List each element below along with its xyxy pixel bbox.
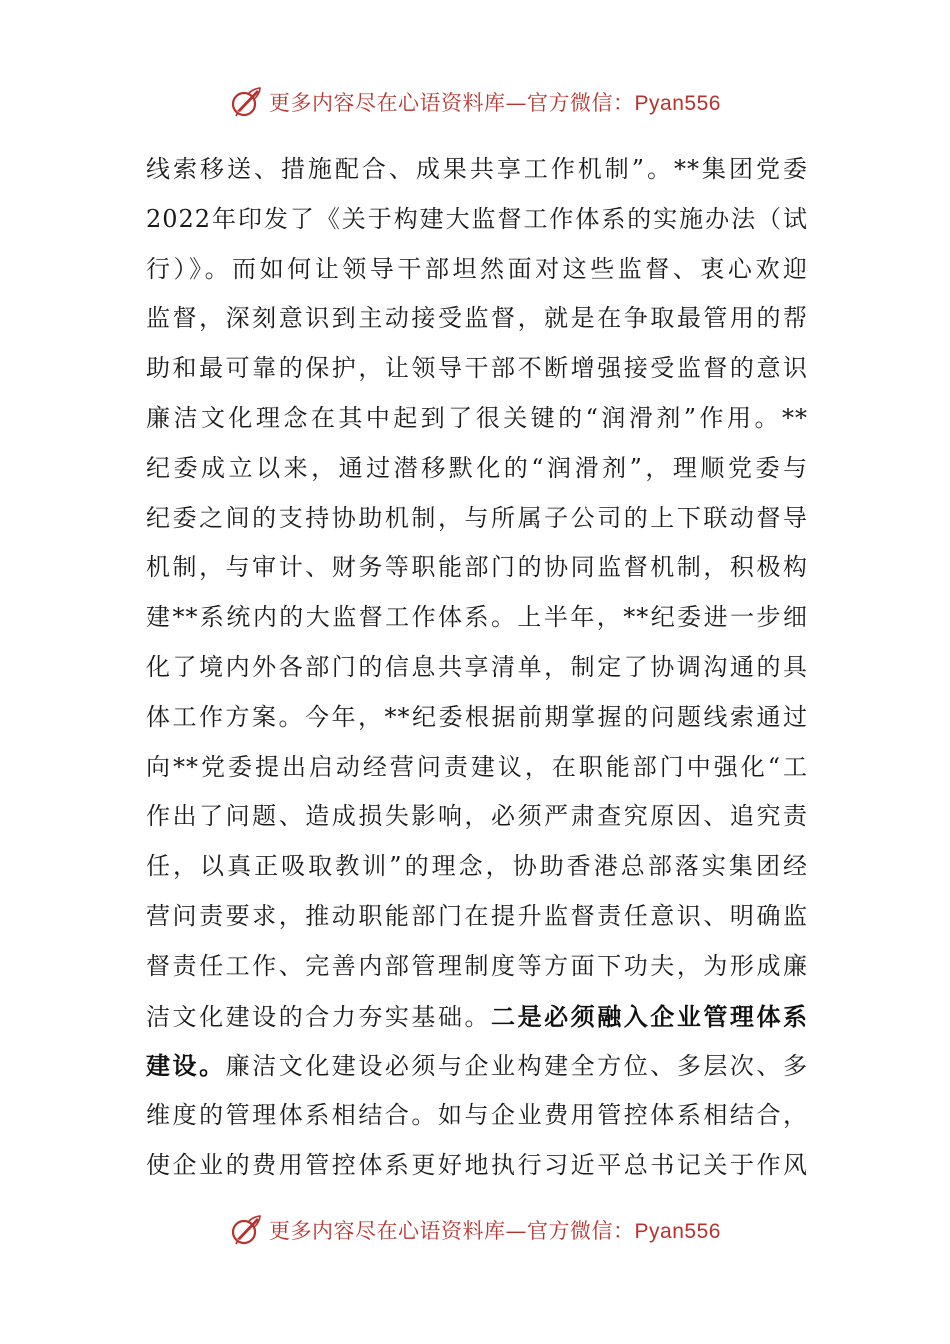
body-line: 作出了问题、造成损失影响，必须严肃查究原因、追究责 [146, 802, 808, 831]
body-line: 向**党委提出启动经营问责建议，在职能部门中强化“工 [146, 752, 808, 781]
footer-banner-text: 更多内容尽在心语资料库—官方微信：Pyan556 [269, 1219, 721, 1243]
body-line: 行）》。而如何让领导干部坦然面对这些监督、衷心欢迎 [146, 254, 808, 283]
body-line: 建**系统内的大监督工作体系。上半年，**纪委进一步细 [146, 603, 808, 632]
body-line: 线索移送、措施配合、成果共享工作机制”。**集团党委 [146, 155, 808, 183]
body-text-normal: 洁文化建设的合力夯实基础。 [146, 1002, 492, 1031]
body-line: 体工作方案。今年，**纪委根据前期掌握的问题线索通过 [146, 702, 808, 731]
document-body [146, 145, 808, 1191]
body-line: 维度的管理体系相结合。如与企业费用管控体系相结合， [146, 1101, 808, 1130]
quill-logo-icon [229, 1213, 263, 1247]
body-line: 机制，与审计、财务等职能部门的协同监督机制，积极构 [146, 553, 808, 582]
body-line: 使企业的费用管控体系更好地执行习近平总书记关于作风 [146, 1150, 808, 1179]
header-wechat-id: Pyan556 [634, 92, 721, 115]
body-line: 督责任工作、完善内部管理制度等方面下功夫，为形成廉 [146, 951, 808, 980]
header-banner-text: 更多内容尽在心语资料库—官方微信：Pyan556 [269, 91, 721, 115]
section-heading-part: 二是必须融入企业管理体系 [491, 1001, 809, 1031]
body-line: 营问责要求，推动职能部门在提升监督责任意识、明确监 [146, 901, 808, 930]
footer-banner [0, 1210, 950, 1250]
body-line: 助和最可靠的保护，让领导干部不断增强接受监督的意识 [146, 354, 808, 383]
body-line: 纪委之间的支持协助机制，与所属子公司的上下联动督导 [146, 503, 808, 532]
body-line: 化了境内外各部门的信息共享清单，制定了协调沟通的具 [146, 652, 808, 681]
quill-logo-icon [229, 85, 263, 119]
body-line [146, 992, 808, 1042]
section-heading-end: 建设。 [146, 1051, 226, 1081]
body-line: 2022年印发了《关于构建大监督工作体系的实施办法（试 [146, 204, 808, 233]
body-text-normal: 廉洁文化建设必须与企业构建全方位、多层次、多 [225, 1052, 808, 1081]
body-line: 任，以真正吸取教训”的理念，协助香港总部落实集团经 [146, 852, 808, 881]
body-line: 纪委成立以来，通过潜移默化的“润滑剂”，理顺党委与 [146, 453, 808, 482]
header-banner [0, 82, 950, 122]
footer-wechat-id: Pyan556 [634, 1220, 721, 1243]
body-line: 监督，深刻意识到主动接受监督，就是在争取最管用的帮 [146, 304, 808, 333]
body-line [146, 1041, 808, 1091]
body-line: 廉洁文化理念在其中起到了很关键的“润滑剂”作用。** [146, 403, 808, 432]
